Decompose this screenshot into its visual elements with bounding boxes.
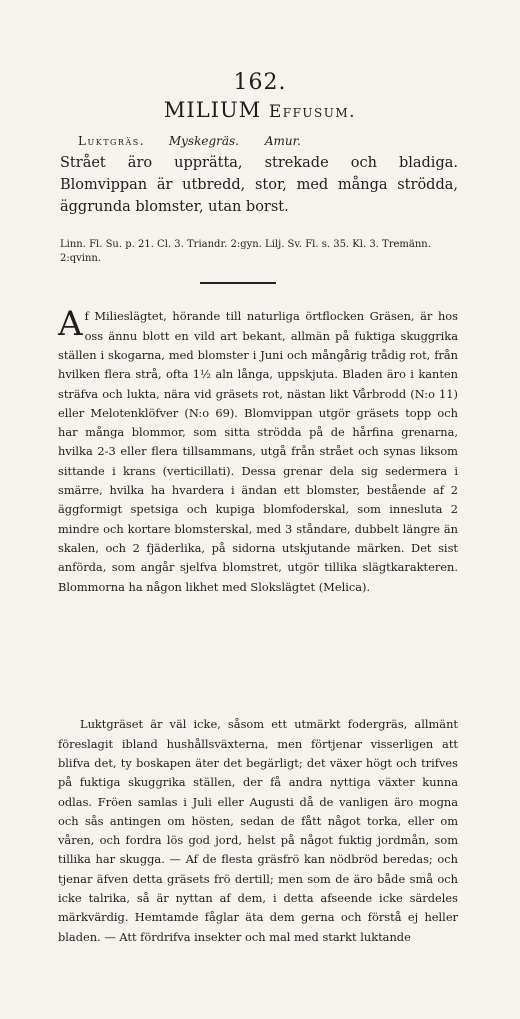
common-names <box>78 134 478 148</box>
common-name-alt2: Amur. <box>264 134 301 148</box>
body-paragraph-2: Luktgräset är väl icke, såsom ett utmärkt fodergräs, allmänt föreslagit ibland hushållsväxterna, men förtjenar visserligen att blifva det, ty boskapen äter det begärligt; det växer högt och trifves på fuktiga skuggrika ställen, der få andra nyttiga växter kunna odlas. Fröen samlas i Juli eller Augusti då de vanligen äro mogna och sås antingen om hösten, sedan de fått något torka, eller om våren, och fordra lös god jord, helst på något fuktig jordmån, som tillika har skugga. — Af de flesta gräsfrö kan nödbröd beredas; och tjenar äfven detta gräsets frö dertill; men som de äro både små och icke talrika, så är nyttan af dem, i detta afseende icke särdeles märkvärdig. Hemtamde fåglar äta dem gerna och förstå ej heller bladen. — Att fördrifva insekter och mal med starkt luktande <box>58 717 458 944</box>
entry-heading <box>0 98 520 122</box>
genus-name: MILIUM <box>163 98 262 122</box>
species-name: Effusum. <box>268 102 357 122</box>
page-number: 162. <box>233 70 287 95</box>
common-name-primary: Luktgräs. <box>78 134 146 148</box>
common-name-alt1: Myskegräs. <box>168 134 239 148</box>
literature-references: Linn. Fl. Su. p. 21. Cl. 3. Triandr. 2:gyn. Lilj. Sv. Fl. s. 35. Kl. 3. Tremänn. 2:qvinn. <box>60 239 431 264</box>
body-paragraph-1: Af Milieslägtet, hörande till naturliga örtflocken Gräsen, är hos oss ännu blott en vild art bekant, allmän på fuktiga skuggrika ställen i skogarna, med blomster i Juni och mångårig trådig rot, från hvilken flera strå, ofta 1½ aln långa, uppskjuta. Bladen äro i kanten sträfva och lukta, nära vid gräsets rot, nästan likt Vårbrodd (N:o 11) eller Melotenklöfver (N:o 69). Blomvippan utgör gräsets topp och har många blommor, som sitta strödda på de hårfina grenarna, hvilka 2-3 eller flera tillsammans, utgå från strået och synas liksom sittande i krans (verticillati). Dessa grenar dela sig sedermera i smärre, hvilka ha hvardera i ändan ett blomster, bestående af 2 äggformigt spetsiga och kupiga blomfoderskal, som innesluta 2 mindre och kortare blomsterskal, med 3 ståndare, dubbelt längre än skalen, och 2 fjäderlika, på sidorna utskjutande märken. Det sist anförda, som angår sjelfva blomstret, utgör tillika slägtkarakteren. Blommorna ha någon likhet med Slokslägtet (Melica). <box>58 304 458 594</box>
section-divider <box>200 282 276 284</box>
species-description: Strået äro upprätta, strekade och bladiga. Blomvippan är utbredd, stor, med många strödda, äggrunda blomster, utan borst. <box>60 155 458 215</box>
